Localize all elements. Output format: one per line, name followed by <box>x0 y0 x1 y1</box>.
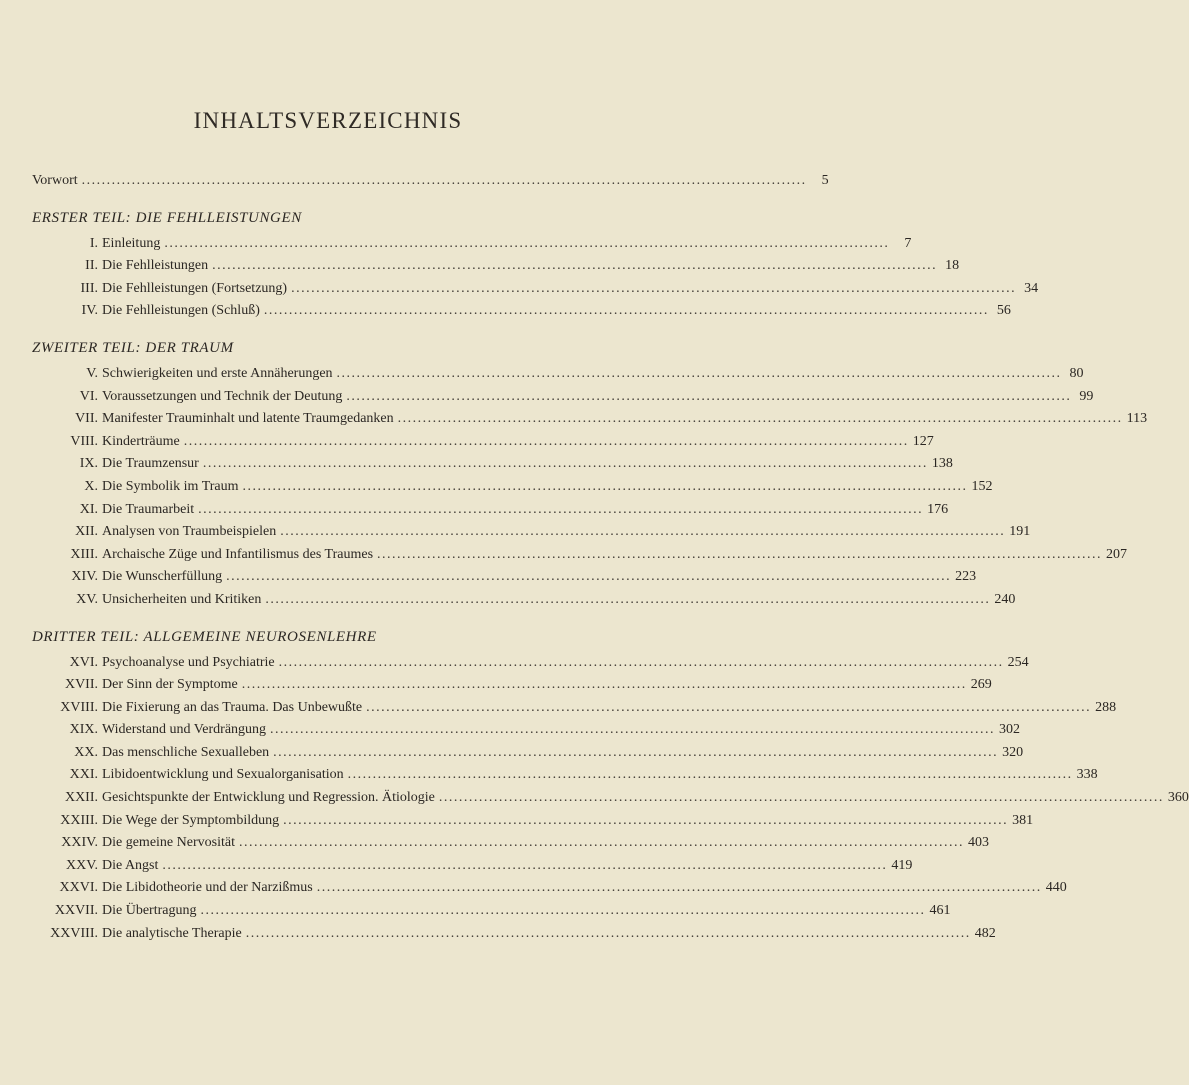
toc-entry <box>32 278 1039 301</box>
chapter-number: V. <box>86 365 98 381</box>
dot-leader <box>198 499 923 522</box>
toc-entry-label: Unsicherheiten und Kritiken <box>102 591 262 607</box>
toc-entry-page: 240 <box>994 591 1016 607</box>
dot-leader <box>273 742 998 765</box>
dot-leader <box>243 476 968 499</box>
chapter-number: XIX. <box>69 722 98 738</box>
toc-entry-page: 419 <box>891 857 913 873</box>
toc-entry-page: 403 <box>967 835 989 851</box>
chapter-number: II. <box>85 258 98 274</box>
chapter-number: XXIV. <box>61 835 98 851</box>
toc-entry <box>32 697 1117 720</box>
toc-entry-page: 302 <box>999 722 1021 738</box>
part-heading: DRITTER TEIL: ALLGEMEINE NEUROSENLEHRE <box>32 628 377 645</box>
chapter-number: VII. <box>75 411 98 427</box>
part-heading: ERSTER TEIL: DIE FEHLLEISTUNGEN <box>32 209 302 226</box>
dot-leader <box>246 923 971 946</box>
toc-entry-page: 138 <box>931 456 953 472</box>
toc-entry-label: Die Traumarbeit <box>102 501 195 517</box>
chapter-number: XXVII. <box>54 903 98 919</box>
dot-leader <box>264 300 989 323</box>
toc-entry-label: Die Übertragung <box>102 903 197 919</box>
chapter-number: XXII. <box>64 790 98 806</box>
toc-entry-label: Gesichtspunkte der Entwicklung und Regression. Ätiologie <box>102 790 435 806</box>
toc-entry-label: Kinderträume <box>102 433 180 449</box>
dot-leader <box>317 877 1042 900</box>
toc-entry-label: Die Symbolik im Traum <box>102 478 239 494</box>
toc-entry-page: 440 <box>1045 880 1067 896</box>
toc-entry-label: Die Libidotheorie und der Narzißmus <box>102 880 313 896</box>
toc-entry <box>32 499 949 522</box>
toc-entry-label: Die Fehlleistungen (Schluß) <box>102 303 260 319</box>
toc-entry-page: 152 <box>971 478 993 494</box>
toc-entry-label: Manifester Trauminhalt und latente Traumgedanken <box>102 411 394 427</box>
part-heading: ZWEITER TEIL: DER TRAUM <box>32 339 234 356</box>
toc-entry-page: 482 <box>974 925 996 941</box>
toc-entry-label: Die analytische Therapie <box>102 925 242 941</box>
chapter-number: III. <box>80 280 98 296</box>
chapter-number: XXVIII. <box>50 925 98 941</box>
toc-entry-label: Die Wunscherfüllung <box>102 569 223 585</box>
toc-entry-page: 113 <box>1126 411 1148 427</box>
toc-entry-label: Schwierigkeiten und erste Annäherungen <box>102 365 333 381</box>
dot-leader <box>226 566 951 589</box>
chapter-number: I. <box>89 235 98 251</box>
toc-entry-page: 223 <box>955 569 977 585</box>
toc-entry <box>32 566 977 589</box>
toc-entry-page: 320 <box>1002 744 1024 760</box>
toc-entry-label: Die Angst <box>102 857 159 873</box>
dot-leader <box>337 363 1062 386</box>
toc-entry-label: Das menschliche Sexualleben <box>102 744 270 760</box>
table-of-contents <box>32 170 1189 945</box>
dot-leader <box>242 674 967 697</box>
toc-entry-label: Die Wege der Symptombildung <box>102 812 280 828</box>
toc-entry <box>32 363 1084 386</box>
toc-entry-page: 191 <box>1009 524 1031 540</box>
chapter-number: IX. <box>79 456 98 472</box>
toc-entry-page: 80 <box>1069 365 1084 381</box>
chapter-number: IV. <box>81 303 98 319</box>
toc-entry-page: 269 <box>970 677 992 693</box>
toc-entry-page: 338 <box>1076 767 1098 783</box>
chapter-number: XX. <box>74 744 98 760</box>
toc-entry <box>32 521 1031 544</box>
chapter-number: XVIII. <box>60 699 98 715</box>
toc-entry <box>32 810 1034 833</box>
toc-entry-label: Die Fehlleistungen (Fortsetzung) <box>102 280 288 296</box>
toc-entry-page: 18 <box>945 258 960 274</box>
toc-entry <box>32 900 951 923</box>
dot-leader <box>200 900 925 923</box>
toc-entry <box>32 855 913 878</box>
dot-leader <box>82 170 807 193</box>
toc-entry-page: 381 <box>1012 812 1034 828</box>
toc-entry-label: Die Fixierung an das Trauma. Das Unbewußte <box>102 699 363 715</box>
toc-entry-label: Die Fehlleistungen <box>102 258 209 274</box>
toc-entry-page: 56 <box>996 303 1011 319</box>
chapter-number: XI. <box>79 501 98 517</box>
chapter-number: XIII. <box>70 546 98 562</box>
dot-leader <box>239 832 964 855</box>
toc-entry-page: 360 <box>1167 790 1189 806</box>
toc-entry-page: 7 <box>904 235 912 251</box>
toc-entry <box>32 386 1094 409</box>
toc-entry <box>32 923 996 946</box>
dot-leader <box>280 521 1005 544</box>
dot-leader <box>265 589 990 612</box>
toc-entry <box>32 255 960 278</box>
toc-entry <box>32 742 1024 765</box>
toc-entry-label: Widerstand und Verdrängung <box>102 722 267 738</box>
toc-entry-page: 99 <box>1079 388 1094 404</box>
toc-entry-label: Die gemeine Nervosität <box>102 835 235 851</box>
toc-entry-page: 5 <box>821 173 829 188</box>
dot-leader <box>162 855 887 878</box>
dot-leader <box>377 544 1102 567</box>
chapter-number: XIV. <box>71 569 98 585</box>
dot-leader <box>184 431 909 454</box>
toc-entry <box>32 764 1098 787</box>
dot-leader <box>279 652 1004 675</box>
chapter-number: VI. <box>79 388 98 404</box>
toc-entry <box>32 233 912 256</box>
toc-entry <box>32 408 1148 431</box>
toc-entry <box>32 719 1021 742</box>
toc-entry <box>32 431 934 454</box>
dot-leader <box>164 233 889 256</box>
toc-entry-label: Archaische Züge und Infantilismus des Traumes <box>102 546 374 562</box>
chapter-number: VIII. <box>70 433 98 449</box>
chapter-number: XXIII. <box>60 812 98 828</box>
toc-entry <box>32 787 1189 810</box>
toc-entry <box>32 877 1067 900</box>
dot-leader <box>291 278 1016 301</box>
toc-entry-vorwort <box>32 170 829 193</box>
dot-leader <box>212 255 937 278</box>
dot-leader <box>366 697 1091 720</box>
dot-leader <box>439 787 1164 810</box>
dot-leader <box>283 810 1008 833</box>
page-title: INHALTSVERZEICHNIS <box>193 108 463 133</box>
chapter-number: XVI. <box>69 654 98 670</box>
toc-entry-label: Voraussetzungen und Technik der Deutung <box>102 388 343 404</box>
chapter-number: XV. <box>76 591 98 607</box>
toc-entry <box>32 674 992 697</box>
toc-entry-label: Analysen von Traumbeispielen <box>102 524 277 540</box>
toc-entry-page: 176 <box>927 501 949 517</box>
toc-entry <box>32 652 1029 675</box>
dot-leader <box>398 408 1123 431</box>
toc-entry-label: Der Sinn der Symptome <box>102 677 238 693</box>
toc-entry-page: 207 <box>1106 546 1128 562</box>
toc-entry-label: Vorwort <box>32 173 78 188</box>
toc-entry <box>32 453 953 476</box>
toc-entry <box>32 589 1016 612</box>
parts-container <box>32 207 1189 946</box>
toc-entry-label: Psychoanalyse und Psychiatrie <box>102 654 275 670</box>
toc-entry-page: 127 <box>912 433 934 449</box>
toc-entry-label: Einleitung <box>102 235 161 251</box>
chapter-number: XXV. <box>65 857 98 873</box>
chapter-number: XVII. <box>64 677 98 693</box>
chapter-number: X. <box>84 478 98 494</box>
toc-entry <box>32 544 1128 567</box>
dot-leader <box>270 719 995 742</box>
toc-entry <box>32 832 989 855</box>
toc-entry-page: 254 <box>1007 654 1029 670</box>
toc-entry <box>32 476 993 499</box>
chapter-number: XII. <box>75 524 98 540</box>
toc-entry <box>32 300 1011 323</box>
toc-entry-label: Die Traumzensur <box>102 456 199 472</box>
chapter-number: XXVI. <box>59 880 98 896</box>
dot-leader <box>348 764 1073 787</box>
chapter-number: XXI. <box>69 767 98 783</box>
dot-leader <box>346 386 1071 409</box>
toc-entry-page: 288 <box>1095 699 1117 715</box>
toc-entry-page: 461 <box>929 903 951 919</box>
toc-entry-page: 34 <box>1024 280 1039 296</box>
toc-entry-label: Libidoentwicklung und Sexualorganisation <box>102 767 344 783</box>
dot-leader <box>203 453 928 476</box>
